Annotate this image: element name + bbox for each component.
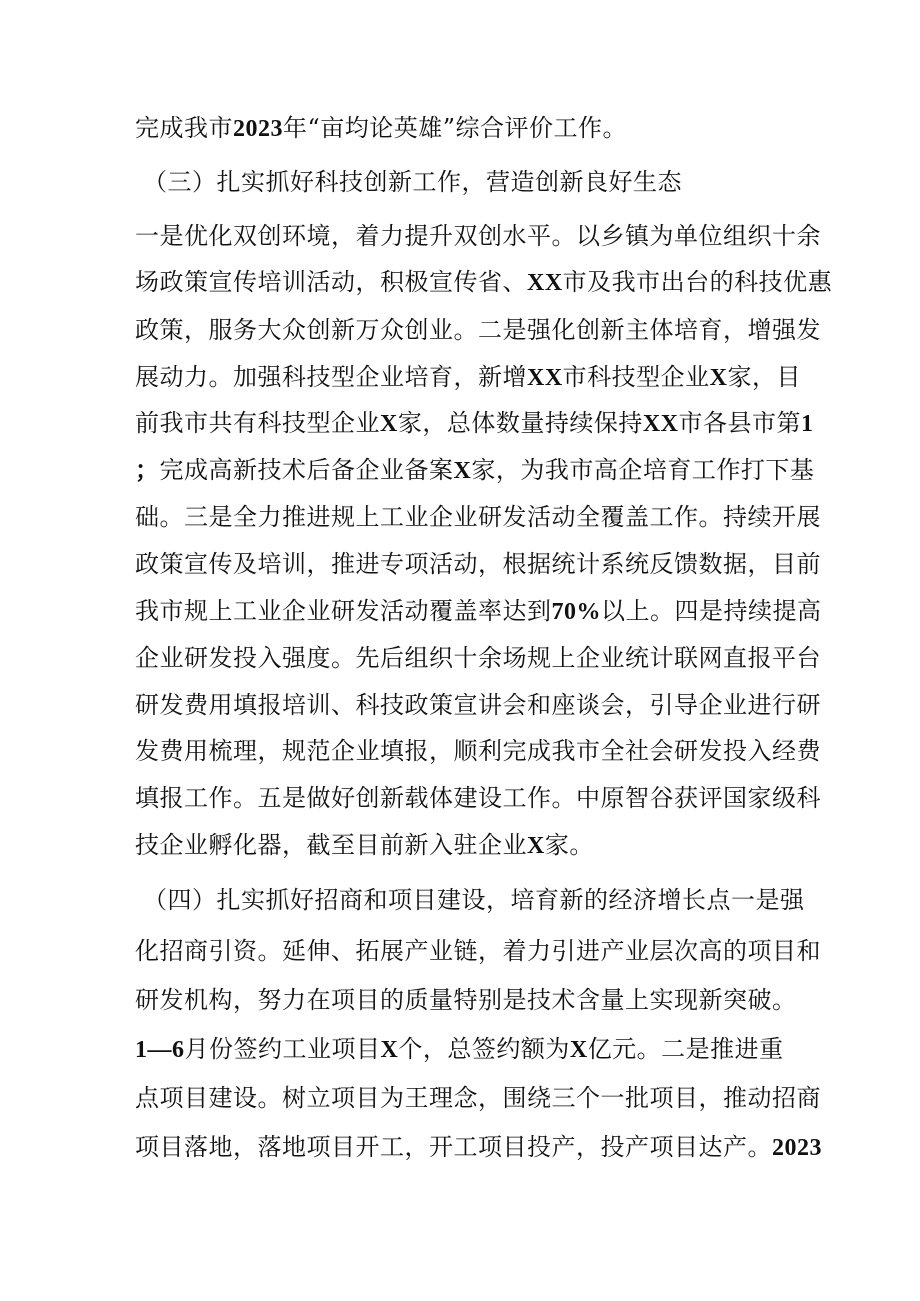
text-line xyxy=(135,262,833,302)
bold-run: X xyxy=(569,1037,588,1063)
text-run: 完成高新技术后备企业备案 xyxy=(159,456,454,484)
text-run: 一是优化双创环境，着力提升双创水平。以乡镇为单位组织十余 xyxy=(135,222,821,250)
text-run: 场政策宣传培训活动，积极宣传省、 xyxy=(135,268,527,296)
text-line xyxy=(135,310,821,350)
text-line xyxy=(135,216,821,256)
text-line xyxy=(135,591,822,631)
text-run: 市各县市第 xyxy=(678,409,802,437)
text-line xyxy=(135,403,814,443)
text-run: 市科技型企业 xyxy=(562,363,710,391)
text-run: 家，为我市高企培育工作打下基 xyxy=(471,456,815,484)
bold-run: XX xyxy=(642,411,679,437)
text-line xyxy=(135,544,821,584)
text-run: 前我市共有科技型企业 xyxy=(135,409,380,437)
bold-run: 2023 xyxy=(772,1135,822,1161)
bold-run: 1—6 xyxy=(135,1037,185,1063)
text-run: 月份签约工业项目 xyxy=(184,1035,381,1063)
text-run: （三）扎实抓好科技创新工作，营造创新良好生态 xyxy=(143,168,682,196)
text-line xyxy=(135,931,821,971)
text-run: 政策，服务大众创新万众创业。二是强化创新主体培育，增强发 xyxy=(135,316,821,344)
bold-run: X xyxy=(380,1037,399,1063)
text-run: 技企业孵化器，截至目前新入驻企业 xyxy=(135,831,527,859)
bold-run: 2023 xyxy=(233,116,283,142)
bold-run: XX xyxy=(527,270,563,296)
text-run: 以上。四是持续提高 xyxy=(601,597,822,625)
text-line xyxy=(135,497,821,537)
text-run: 完成我市 xyxy=(135,114,233,142)
bold-run: X xyxy=(527,833,545,859)
text-run: 化招商引资。延伸、拓展产业链，着力引进产业层次高的项目和 xyxy=(135,937,821,965)
text-run: 项目落地，落地项目开工，开工项目投产，投产项目达产。 xyxy=(135,1133,772,1161)
text-line xyxy=(135,778,821,818)
text-run: （四）扎实抓好招商和项目建设，培育新的经济增长点一是强 xyxy=(143,886,805,914)
bold-run: XX xyxy=(527,365,563,391)
text-run: 个，总签约额为 xyxy=(398,1035,570,1063)
section-heading xyxy=(143,162,803,202)
text-line xyxy=(135,108,795,148)
text-line xyxy=(135,1078,821,1118)
text-run: 年“亩均论英雄”综合评价工作。 xyxy=(283,114,628,142)
text-line xyxy=(135,357,802,397)
text-run: 家。 xyxy=(544,831,594,859)
text-line xyxy=(135,450,815,490)
text-line xyxy=(135,980,795,1020)
text-run: 发费用梳理，规范企业填报，顺利完成我市全社会研发投入经费 xyxy=(135,737,821,765)
text-run: 填报工作。五是做好创新载体建设工作。中原智谷获评国家级科 xyxy=(135,784,821,812)
text-run: 点项目建设。树立项目为王理念，围绕三个一批项目，推动招商 xyxy=(135,1084,821,1112)
section-heading xyxy=(143,880,803,920)
text-line xyxy=(135,1127,822,1167)
bold-run: X xyxy=(453,458,472,484)
bold-run: 1 xyxy=(801,411,814,437)
text-run: 研发机构，努力在项目的质量特别是技术含量上实现新突破。 xyxy=(135,986,797,1014)
text-run: 企业研发投入强度。先后组织十余场规上企业统计联网直报平台 xyxy=(135,644,821,672)
text-run: 家，总体数量持续保持 xyxy=(397,409,643,437)
text-run: 家，目 xyxy=(727,363,802,391)
text-run: 政策宣传及培训，推进专项活动，根据统计系统反馈数据，目前 xyxy=(135,550,821,578)
text-line xyxy=(135,638,821,678)
bold-run: X xyxy=(709,365,728,391)
text-run: 我市规上工业企业研发活动覆盖率达到 xyxy=(135,597,552,625)
text-line xyxy=(135,731,821,771)
text-line xyxy=(135,1029,795,1069)
text-run: 础。三是全力推进规上工业企业研发活动全覆盖工作。持续开展 xyxy=(135,503,821,531)
text-run: 亿元。二是推进重 xyxy=(587,1035,784,1063)
bold-run: X xyxy=(380,411,398,437)
bold-run: ； xyxy=(135,458,160,484)
text-line xyxy=(135,825,795,865)
text-run: 市及我市出台的科技优惠 xyxy=(562,268,833,296)
text-run: 研发费用填报培训、科技政策宣讲会和座谈会，引导企业进行研 xyxy=(135,691,821,719)
text-run: 展动力。加强科技型企业培育，新增 xyxy=(135,363,527,391)
bold-run: 70% xyxy=(551,599,601,625)
text-line xyxy=(135,685,821,725)
